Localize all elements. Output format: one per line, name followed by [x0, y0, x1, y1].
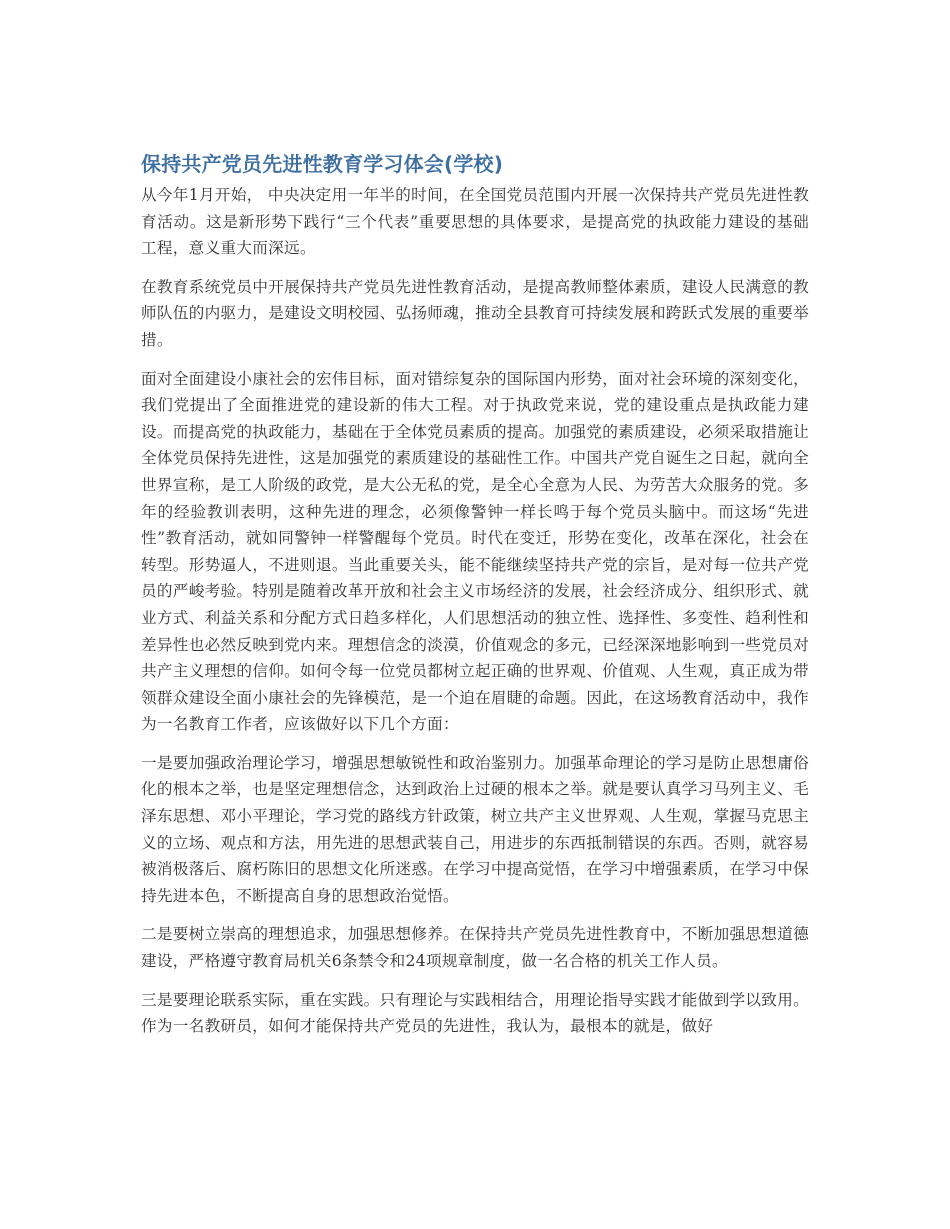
document-page [141, 150, 809, 1052]
paragraph: 三是要理论联系实际，重在实践。只有理论与实践相结合，用理论指导实践才能做到学以致用。作为一名教研员，如何才能保持共产党员的先进性，我认为，最根本的就是，做好 [141, 990, 809, 1036]
paragraph: 二是要树立崇高的理想追求，加强思想修养。在保持共产党员先进性教育中，不断加强思想道德建设，严格遵守教育局机关6条禁令和24项规章制度，做一名合格的机关工作人员。 [141, 925, 809, 971]
paragraph: 一是要加强政治理论学习，增强思想敏锐性和政治鉴别力。加强革命理论的学习是防止思想庸俗化的根本之举，也是坚定理想信念，达到政治上过硬的根本之举。就是要认真学习马列主义、毛泽东思想、邓小平理论，学习党的路线方针政策，树立共产主义世界观、人生观，掌握马克思主义的立场、观点和方法，用先进的思想武装自己，用进步的东西抵制错误的东西。否则，就容易被消极落后、腐朽陈旧的思想文化所迷惑。在学习中提高觉悟，在学习中增强素质，在学习中保持先进本色，不断提高自身的思想政治觉悟。 [141, 753, 809, 905]
paragraph: 在教育系统党员中开展保持共产党员先进性教育活动，是提高教师整体素质，建设人民满意的教师队伍的内驱力，是建设文明校园、弘扬师魂，推动全县教育可持续发展和跨跃式发展的重要举措。 [141, 277, 809, 349]
document-title: 保持共产党员先进性教育学习体会(学校) [141, 152, 504, 176]
paragraph: 从今年1月开始， 中央决定用一年半的时间，在全国党员范围内开展一次保持共产党员先进性教育活动。这是新形势下践行“三个代表”重要思想的具体要求，是提高党的执政能力建设的基础工程，意义重大而深远。 [141, 186, 809, 258]
paragraph: 面对全面建设小康社会的宏伟目标，面对错综复杂的国际国内形势，面对社会环境的深刻变化，我们党提出了全面推进党的建设新的伟大工程。对于执政党来说，党的建设重点是执政能力建设。而提高党的执政能力，基础在于全体党员素质的提高。加强党的素质建设，必须采取措施让全体党员保持先进性，这是加强党的素质建设的基础性工作。中国共产党自诞生之日起，就向全世界宣称，是工人阶级的政党，是大公无私的党，是全心全意为人民、为劳苦大众服务的党。多年的经验教训表明，这种先进的理念，必须像警钟一样长鸣于每个党员头脑中。而这场“先进性”教育活动，就如同警钟一样警醒每个党员。时代在变迁，形势在变化，改革在深化，社会在转型。形势逼人，不进则退。当此重要关头，能不能继续坚持共产党的宗旨，是对每一位共产党员的严峻考验。特别是随着改革开放和社会主义市场经济的发展，社会经济成分、组织形式、就业方式、利益关系和分配方式日趋多样化，人们思想活动的独立性、选择性、多变性、趋利性和差异性也必然反映到党内来。理想信念的淡漠，价值观念的多元，已经深深地影响到一些党员对共产主义理想的信仰。如何令每一位党员都树立起正确的世界观、价值观、人生观，真正成为带领群众建设全面小康社会的先锋模范，是一个迫在眉睫的命题。因此，在这场教育活动中，我作为一名教育工作者，应该做好以下几个方面： [141, 369, 809, 734]
